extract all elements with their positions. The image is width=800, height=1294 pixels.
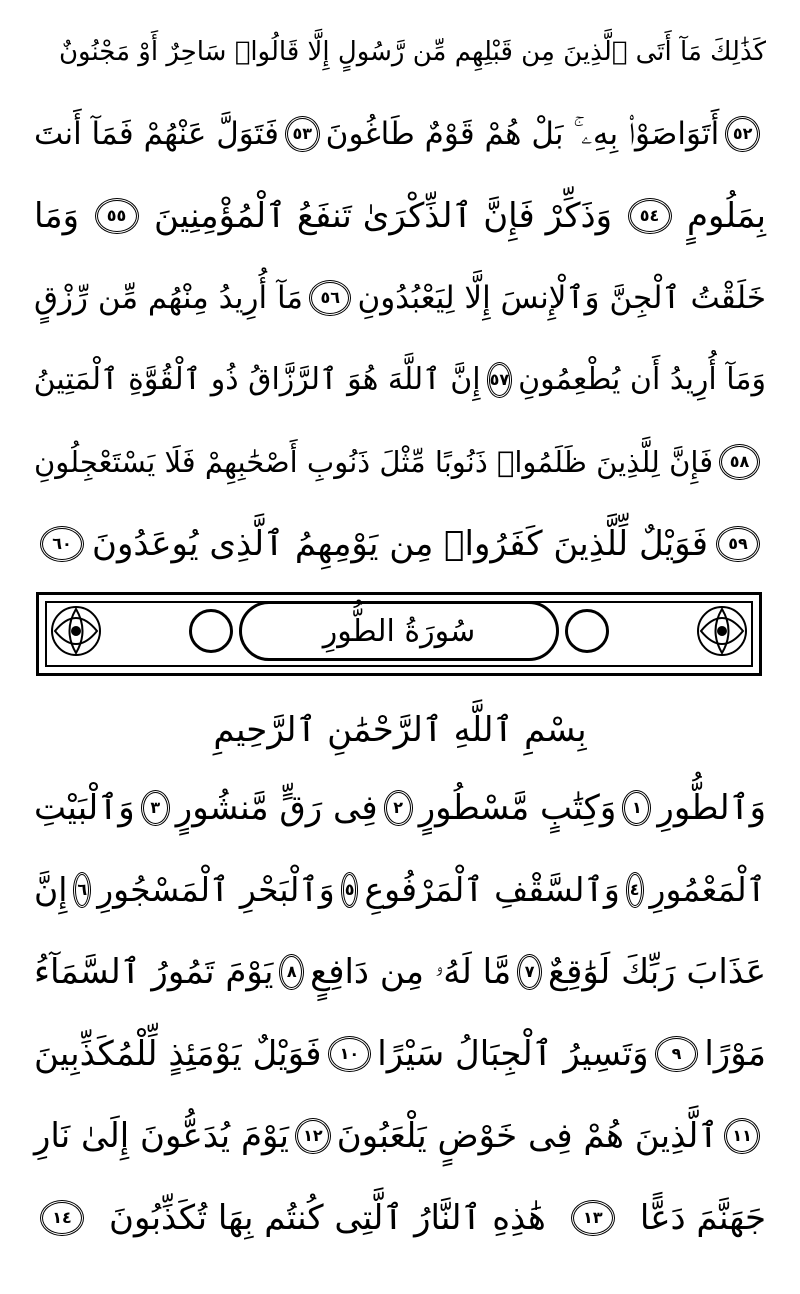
surah-title: سُورَةُ الطُّورِ <box>239 601 559 661</box>
ayah-number-marker: ١٢ <box>295 1118 331 1154</box>
ornament-medallion <box>565 609 609 653</box>
text-line <box>34 12 766 92</box>
ayah-number-marker: ١٣ <box>571 1200 615 1236</box>
verse-text: مَآ أُرِيدُ مِنْهُم مِّن رِّزْقٍ <box>34 280 304 316</box>
verse-text: هَٰذِهِ ٱلنَّارُ ٱلَّتِى كُنتُم بِهَا تُكَذِّبُونَ <box>109 1198 546 1238</box>
ayah-number-marker: ١ <box>622 790 651 826</box>
verse-text: مَّا لَهُۥ مِن دَافِعٍ <box>310 952 512 992</box>
arabesque-ornament-icon <box>45 601 107 661</box>
ayah-number-marker: ٤ <box>626 872 644 908</box>
ayah-number-marker: ٣ <box>141 790 170 826</box>
ayah-number-marker: ١٤ <box>40 1200 84 1236</box>
verse-text: أَتَوَاصَوْا۟ بِهِۦ ۚ بَلْ هُمْ قَوْمٌ طَاغُونَ <box>325 116 720 152</box>
text-line <box>34 768 766 848</box>
ayah-number-marker: ١١ <box>724 1118 760 1154</box>
verse-text: يَوْمَ يُدَعُّونَ إِلَىٰ نَارِ <box>34 1116 290 1156</box>
verse-text: وَمَا <box>34 196 80 236</box>
verse-text: فَتَوَلَّ عَنْهُمْ فَمَآ أَنتَ <box>34 116 279 152</box>
verse-text: كَذَٰلِكَ مَآ أَتَى ٱلَّذِينَ مِن قَبْلِهِم مِّن رَّسُولٍ إِلَّا قَالُوا۟ سَاحِرٌ أَوْ مَجْنُونٌ <box>58 37 766 67</box>
arabesque-ornament-icon <box>691 601 753 661</box>
ornament-medallion <box>189 609 233 653</box>
verse-text: فَوَيْلٌ يَوْمَئِذٍ لِّلْمُكَذِّبِينَ <box>34 1034 322 1074</box>
text-line <box>34 850 766 930</box>
text-line <box>34 1014 766 1094</box>
ayah-number-marker: ٦٠ <box>40 526 84 562</box>
text-line <box>34 1178 766 1258</box>
surah-header-banner <box>36 592 762 676</box>
ayah-number-marker: ٢ <box>384 790 413 826</box>
basmala: بِسْمِ ٱللَّهِ ٱلرَّحْمَٰنِ ٱلرَّحِيمِ <box>213 710 587 750</box>
ayah-number-marker: ٥ <box>341 872 359 908</box>
verse-text: وَٱلْبَحْرِ ٱلْمَسْجُورِ <box>97 870 335 909</box>
ayah-number-marker: ٧ <box>517 954 542 990</box>
text-line <box>34 340 766 420</box>
verse-text: مَوْرًا <box>704 1034 766 1074</box>
verse-text: وَٱلطُّورِ <box>657 788 766 828</box>
text-line <box>34 94 766 174</box>
ayah-number-marker: ٩ <box>655 1036 699 1072</box>
verse-text: وَٱلْبَيْتِ <box>34 788 135 828</box>
verse-text: وَتَسِيرُ ٱلْجِبَالُ سَيْرًا <box>377 1034 649 1074</box>
verse-text: عَذَابَ رَبِّكَ لَوَٰقِعٌ <box>547 952 766 992</box>
ayah-number-marker: ٥٨ <box>719 444 760 480</box>
verse-text: وَذَكِّرْ فَإِنَّ ٱلذِّكْرَىٰ تَنفَعُ ٱلْمُؤْمِنِينَ <box>153 196 613 236</box>
verse-text: ٱلَّذِينَ هُمْ فِى خَوْضٍ يَلْعَبُونَ <box>336 1116 719 1156</box>
verse-text: جَهَنَّمَ دَعًّا <box>639 1198 766 1238</box>
ayah-number-marker: ٥٦ <box>309 280 351 316</box>
text-line <box>34 422 766 502</box>
verse-text: خَلَقْتُ ٱلْجِنَّ وَٱلْإِنسَ إِلَّا لِيَعْبُدُونِ <box>357 280 766 316</box>
verse-text: وَٱلسَّقْفِ ٱلْمَرْفُوعِ <box>364 870 620 909</box>
verse-text: بِمَلُومٍ <box>687 196 766 236</box>
verse-text: فِى رَقٍّ مَّنشُورٍ <box>175 788 378 828</box>
ayah-number-marker: ٥٥ <box>95 198 139 234</box>
verse-text: وَكِتَٰبٍ مَّسْطُورٍ <box>418 788 617 828</box>
ayah-number-marker: ٥٣ <box>285 116 320 152</box>
text-line <box>34 258 766 338</box>
ayah-number-marker: ١٠ <box>328 1036 372 1072</box>
verse-text: وَمَآ أُرِيدُ أَن يُطْعِمُونِ <box>518 362 766 397</box>
ayah-number-marker: ٥٧ <box>487 362 513 398</box>
ayah-number-marker: ٦ <box>73 872 91 908</box>
verse-text: فَإِنَّ لِلَّذِينَ ظَلَمُوا۟ ذَنُوبًا مِّثْلَ ذَنُوبِ أَصْحَٰبِهِمْ فَلَا يَسْتَعْجِلُونِ <box>34 445 714 479</box>
text-line <box>34 932 766 1012</box>
ayah-number-marker: ٥٢ <box>725 116 760 152</box>
text-line <box>34 504 766 584</box>
ayah-number-marker: ٥٤ <box>628 198 672 234</box>
text-line <box>34 1096 766 1176</box>
verse-text: إِنَّ ٱللَّهَ هُوَ ٱلرَّزَّاقُ ذُو ٱلْقُوَّةِ ٱلْمَتِينُ <box>33 362 481 397</box>
verse-text: فَوَيْلٌ لِّلَّذِينَ كَفَرُوا۟ مِن يَوْمِهِمُ ٱلَّذِى يُوعَدُونَ <box>91 524 709 564</box>
verse-text: إِنَّ <box>34 870 68 909</box>
ayah-number-marker: ٨ <box>279 954 304 990</box>
text-line <box>34 176 766 256</box>
ayah-number-marker: ٥٩ <box>716 526 760 562</box>
verse-text: ٱلْمَعْمُورِ <box>649 870 766 909</box>
verse-text: يَوْمَ تَمُورُ ٱلسَّمَآءُ <box>34 952 274 992</box>
